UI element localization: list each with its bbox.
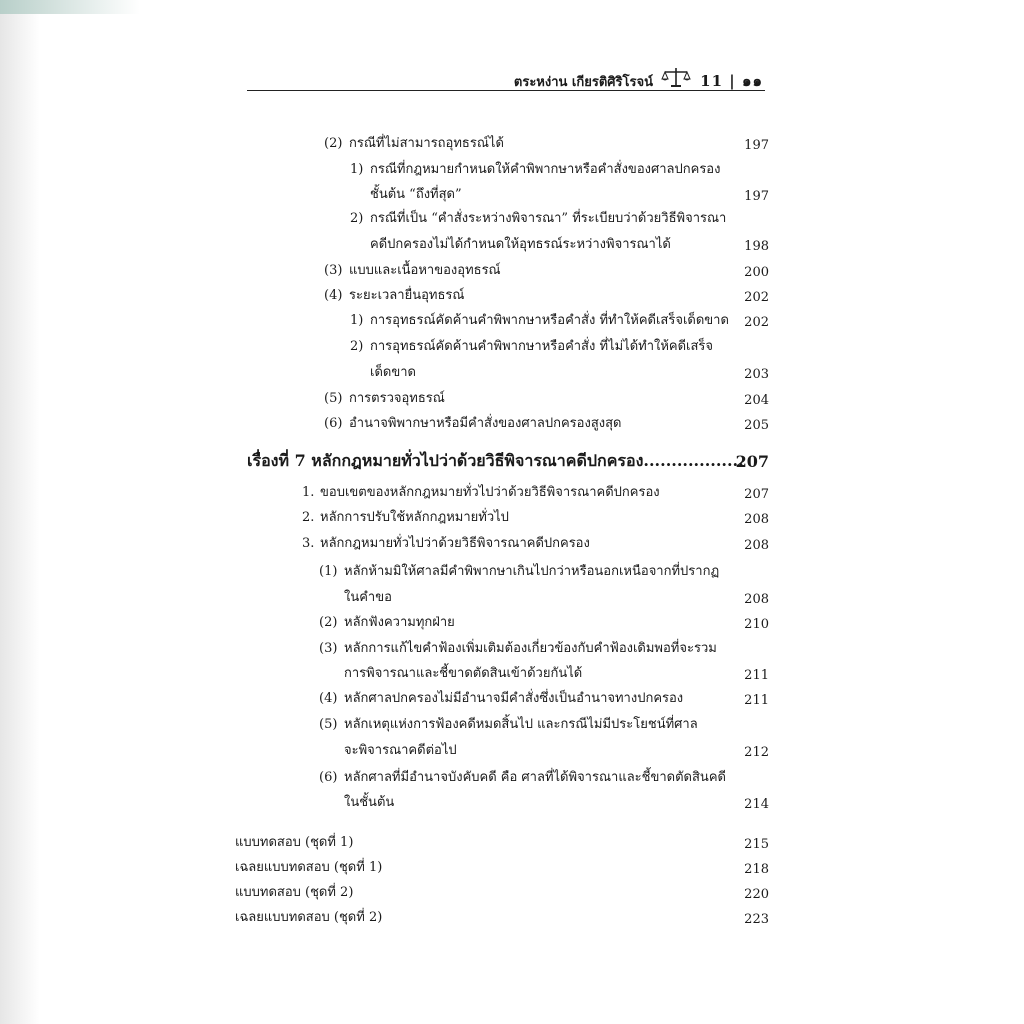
entry-page: 197 — [744, 138, 769, 153]
entry-page: 203 — [744, 367, 769, 382]
entry-page: 200 — [744, 265, 769, 280]
entry-title: อำนาจพิพากษาหรือมีคำสั่งของศาลปกครองสูงสุด — [349, 416, 622, 431]
entry-title: กรณีที่ไม่สามารถอุทธรณ์ได้ — [349, 136, 504, 151]
entry-number: (6) — [319, 770, 338, 785]
entry-number: (2) — [324, 136, 343, 151]
entry-number: 3. — [302, 536, 315, 551]
entry-title-continued: เด็ดขาด — [370, 365, 416, 380]
entry-title: แบบทดสอบ (ชุดที่ 2) — [235, 885, 354, 900]
entry-number: (1) — [319, 564, 338, 579]
entry-page: 211 — [744, 693, 769, 708]
entry-page: 198 — [744, 239, 769, 254]
entry-number: 2) — [350, 211, 364, 226]
header-rule — [247, 90, 765, 91]
entry-title: หลักการปรับใช้หลักกฎหมายทั่วไป — [320, 510, 509, 525]
page-edge-shadow — [0, 0, 40, 1024]
entry-title: หลักห้ามมิให้ศาลมีคำพิพากษาเกินไปกว่าหรือนอกเหนือจากที่ปรากฏ — [344, 564, 720, 579]
entry-number: (6) — [324, 416, 343, 431]
entry-page: 197 — [744, 189, 769, 204]
entry-number: (5) — [319, 717, 338, 732]
entry-number: (4) — [324, 288, 343, 303]
entry-title: หลักศาลปกครองไม่มีอำนาจมีคำสั่งซึ่งเป็นอำนาจทางปกครอง — [344, 691, 684, 706]
entry-page: 202 — [744, 315, 769, 330]
chapter-page: 207 — [735, 452, 769, 471]
entry-number: (3) — [319, 641, 338, 656]
entry-title: แบบทดสอบ (ชุดที่ 1) — [235, 835, 354, 850]
entry-number: (4) — [319, 691, 338, 706]
entry-page: 208 — [744, 592, 769, 607]
entry-page: 215 — [744, 837, 769, 852]
entry-page: 208 — [744, 512, 769, 527]
entry-page: 212 — [744, 745, 769, 760]
entry-title: เฉลยแบบทดสอบ (ชุดที่ 2) — [235, 910, 383, 925]
entry-page: 220 — [744, 887, 769, 902]
entry-page: 207 — [744, 487, 769, 502]
entry-page: 218 — [744, 862, 769, 877]
entry-title: หลักกฎหมายทั่วไปว่าด้วยวิธีพิจารณาคดีปกครอง — [320, 536, 590, 551]
entry-title: ขอบเขตของหลักกฎหมายทั่วไปว่าด้วยวิธีพิจารณาคดีปกครอง — [320, 485, 660, 500]
entry-title-continued: ชั้นต้น “ถึงที่สุด” — [370, 187, 462, 202]
entry-title-continued: คดีปกครองไม่ได้กำหนดให้อุทธรณ์ระหว่างพิจารณาได้ — [370, 237, 671, 252]
entry-title-continued: จะพิจารณาคดีต่อไป — [344, 743, 457, 758]
header-author: ตระหง่าน เกียรติศิริโรจน์ — [513, 75, 653, 90]
entry-title: การอุทธรณ์คัดค้านคำพิพากษาหรือคำสั่ง ที่ไม่ได้ทำให้คดีเสร็จ — [370, 339, 714, 354]
entry-title-continued: การพิจารณาและชี้ขาดตัดสินเข้าด้วยกันได้ — [344, 666, 583, 681]
entry-number: 1. — [302, 485, 315, 500]
entry-number: (5) — [324, 391, 343, 406]
entry-title: แบบและเนื้อหาของอุทธรณ์ — [349, 263, 501, 278]
scales-of-justice-icon — [661, 66, 691, 88]
entry-page: 205 — [744, 418, 769, 433]
entry-title: ระยะเวลายื่นอุทธรณ์ — [349, 288, 465, 303]
entry-title: หลักการแก้ไขคำฟ้องเพิ่มเติมต้องเกี่ยวข้องกับคำฟ้องเดิมพอที่จะรวม — [344, 641, 717, 656]
entry-title-continued: ในคำขอ — [344, 590, 392, 605]
entry-number: 1) — [350, 162, 364, 177]
entry-title: หลักเหตุแห่งการฟ้องคดีหมดสิ้นไป และกรณีไม่มีประโยชน์ที่ศาล — [344, 717, 698, 732]
entry-page: 223 — [744, 912, 769, 927]
entry-page: 214 — [744, 797, 769, 812]
entry-title: เฉลยแบบทดสอบ (ชุดที่ 1) — [235, 860, 383, 875]
entry-page: 211 — [744, 668, 769, 683]
entry-page: 210 — [744, 617, 769, 632]
entry-number: (2) — [319, 615, 338, 630]
running-header — [247, 66, 763, 90]
entry-page: 204 — [744, 393, 769, 408]
entry-page: 202 — [744, 290, 769, 305]
entry-title: กรณีที่กฎหมายกำหนดให้คำพิพากษาหรือคำสั่งของศาลปกครอง — [370, 162, 721, 177]
entry-page: 208 — [744, 538, 769, 553]
page-corner-tint — [0, 0, 140, 14]
entry-title: การอุทธรณ์คัดค้านคำพิพากษาหรือคำสั่ง ที่ทำให้คดีเสร็จเด็ดขาด — [370, 313, 729, 328]
entry-title: หลักศาลที่มีอำนาจบังคับคดี คือ ศาลที่ได้พิจารณาและชี้ขาดตัดสินคดี — [344, 770, 726, 785]
entry-number: 1) — [350, 313, 364, 328]
entry-title: การตรวจอุทธรณ์ — [349, 391, 445, 406]
chapter-title: เรื่องที่ 7 หลักกฎหมายทั่วไปว่าด้วยวิธีพิจารณาคดีปกครอง.................. — [247, 451, 744, 470]
page-number: 11 | ๑๑ — [700, 72, 763, 90]
entry-number: (3) — [324, 263, 343, 278]
entry-title: หลักฟังความทุกฝ่าย — [344, 615, 455, 630]
entry-title-continued: ในชั้นต้น — [344, 795, 395, 810]
entry-number: 2) — [350, 339, 364, 354]
entry-title: กรณีที่เป็น “คำสั่งระหว่างพิจารณา” ที่ระเบียบว่าด้วยวิธีพิจารณา — [370, 211, 727, 226]
entry-number: 2. — [302, 510, 315, 525]
